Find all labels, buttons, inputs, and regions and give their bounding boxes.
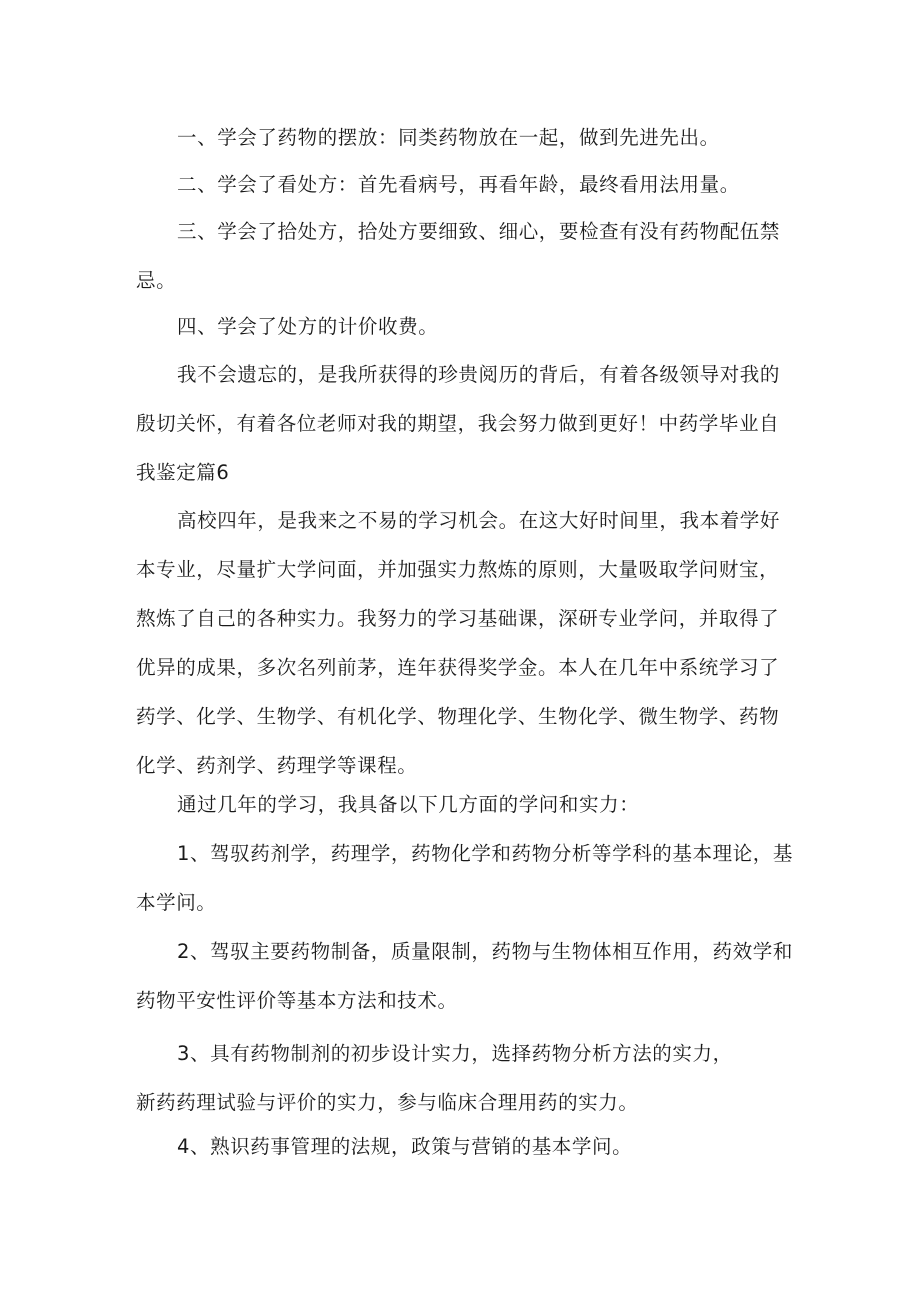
text-line: 四、学会了处方的计价收费。 xyxy=(177,315,439,338)
text-line: 药学、化学、生物学、有机化学、物理化学、生物化学、微生物学、药物 xyxy=(136,705,780,728)
text-line: 新药药理试验与评价的实力，参与临床合理用药的实力。 xyxy=(136,1091,639,1114)
text-line: 熬炼了自己的各种实力。我努力的学习基础课，深研专业学问，并取得了 xyxy=(136,607,780,630)
paragraph-7 xyxy=(136,780,790,829)
paragraph-5 xyxy=(136,350,790,497)
paragraph-4 xyxy=(136,302,790,351)
paragraph-2 xyxy=(136,160,790,209)
paragraph-6 xyxy=(136,496,790,790)
paragraph-3 xyxy=(136,207,790,305)
text-line: 优异的成果，多次名列前茅，连年获得奖学金。本人在几年中系统学习了 xyxy=(136,656,780,679)
text-line: 我鉴定篇6 xyxy=(136,461,230,484)
text-line: 高校四年，是我来之不易的学习机会。在这大好时间里，我本着学好 xyxy=(177,509,781,532)
paragraph-9 xyxy=(136,927,794,1025)
paragraph-10 xyxy=(136,1029,790,1127)
text-line: 通过几年的学习，我具备以下几方面的学问和实力： xyxy=(177,793,640,816)
text-line: 药物平安性评价等基本方法和技术。 xyxy=(136,989,458,1012)
text-line: 一、学会了药物的摆放：同类药物放在一起，做到先进先出。 xyxy=(177,126,720,149)
text-line: 本专业，尽量扩大学问面，并加强实力熬炼的原则，大量吸取学问财宝， xyxy=(136,558,780,581)
text-line: 2、驾驭主要药物制备，质量限制，药物与生物体相互作用，药效学和 xyxy=(177,940,794,963)
text-line: 3、具有药物制剂的初步设计实力，选择药物分析方法的实力， xyxy=(177,1042,733,1065)
paragraph-1 xyxy=(136,113,790,162)
text-line: 4、熟识药事管理的法规，政策与营销的基本学问。 xyxy=(177,1135,633,1158)
paragraph-8 xyxy=(136,829,794,927)
text-line: 化学、药剂学、药理学等课程。 xyxy=(136,754,418,777)
text-line: 殷切关怀，有着各位老师对我的期望，我会努力做到更好！中药学毕业自 xyxy=(136,412,780,435)
text-line: 1、驾驭药剂学，药理学，药物化学和药物分析等学科的基本理论，基 xyxy=(177,842,794,865)
text-line: 我不会遗忘的，是我所获得的珍贵阅历的背后，有着各级领导对我的 xyxy=(177,363,781,386)
text-line: 本学问。 xyxy=(136,891,217,914)
paragraph-11 xyxy=(136,1122,790,1171)
text-line: 二、学会了看处方：首先看病号，再看年龄，最终看用法用量。 xyxy=(177,173,740,196)
text-line: 三、学会了拾处方，拾处方要细致、细心，要检查有没有药物配伍禁 xyxy=(177,220,781,243)
text-line: 忌。 xyxy=(136,269,177,292)
